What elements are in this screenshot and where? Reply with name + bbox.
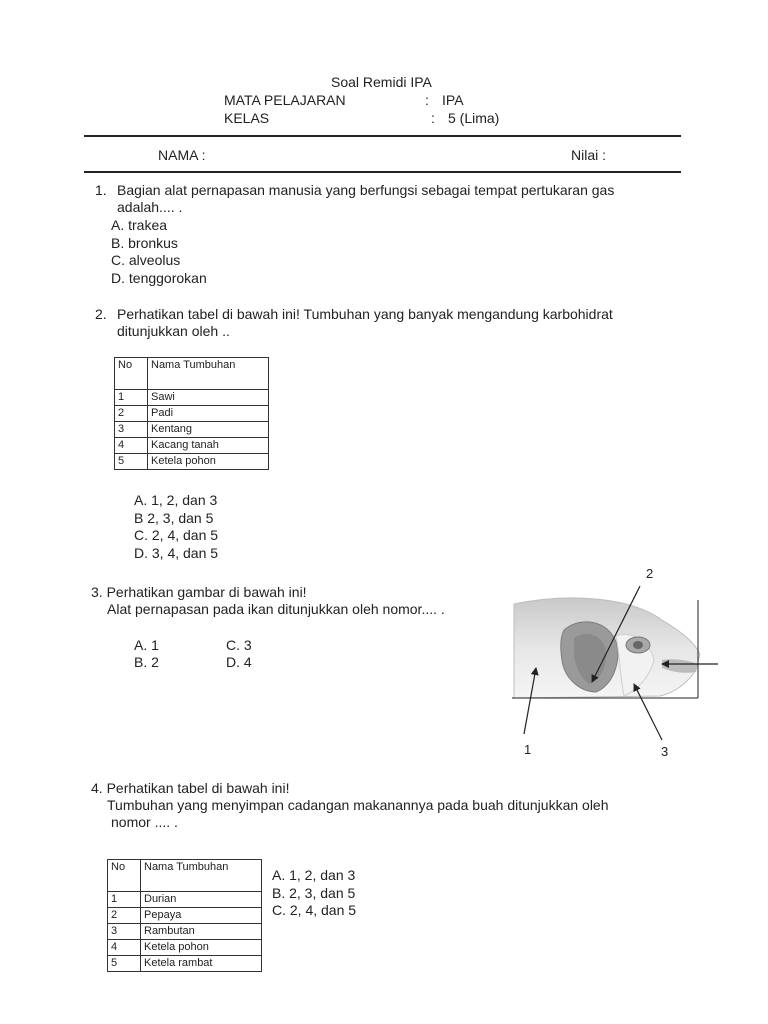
row-plant: Padi xyxy=(148,406,269,422)
q4-header-name: Nama Tumbuhan xyxy=(141,860,262,892)
row-plant: Kacang tanah xyxy=(148,438,269,454)
q3-option-c: C. 3 xyxy=(226,637,252,653)
class-value: 5 (Lima) xyxy=(448,110,500,126)
q1-option-d: D. tenggorokan xyxy=(111,269,207,286)
q3-option-d: D. 4 xyxy=(226,654,252,670)
header-rule-top xyxy=(84,135,681,137)
q3-text-line2: Alat pernapasan pada ikan ditunjukkan oleh nomor.... . xyxy=(107,601,445,617)
q1-option-b: B. bronkus xyxy=(111,234,178,251)
q2-option-d: D. 3, 4, dan 5 xyxy=(134,544,219,561)
table-row xyxy=(115,422,269,438)
q4-option-c: C. 2, 4, dan 5 xyxy=(272,902,357,919)
row-plant: Rambutan xyxy=(141,924,262,940)
q4-text-line3: nomor .... . xyxy=(111,814,178,830)
row-plant: Pepaya xyxy=(141,908,262,924)
q3-text-line1: 3. Perhatikan gambar di bawah ini! xyxy=(91,584,307,600)
q4-options xyxy=(272,867,356,920)
fish-label-1: 1 xyxy=(524,742,532,757)
fish-head-diagram xyxy=(512,564,722,764)
row-no: 5 xyxy=(115,454,148,470)
q4-table xyxy=(107,859,262,972)
q4-header-no: No xyxy=(108,860,141,892)
table-row xyxy=(108,940,262,956)
q1-option-c: C. alveolus xyxy=(111,252,181,269)
table-row xyxy=(108,956,262,972)
row-no: 3 xyxy=(115,422,148,438)
q2-option-c: C. 2, 4, dan 5 xyxy=(134,527,219,544)
q4-text-line2: Tumbuhan yang menyimpan cadangan makanannya pada buah ditunjukkan oleh xyxy=(107,797,609,813)
row-plant: Ketela rambat xyxy=(141,956,262,972)
score-label: Nilai : xyxy=(571,147,607,163)
header-rule-bottom xyxy=(84,171,681,173)
row-no: 1 xyxy=(115,390,148,406)
q2-number: 2. xyxy=(95,306,107,322)
row-plant: Kentang xyxy=(148,422,269,438)
table-row xyxy=(115,390,269,406)
q1-number: 1. xyxy=(95,182,107,198)
row-no: 1 xyxy=(108,892,141,908)
name-label: NAMA : xyxy=(158,147,206,163)
q4-table-header xyxy=(108,860,262,892)
q2-header-name: Nama Tumbuhan xyxy=(148,358,269,390)
q2-table-header xyxy=(115,358,269,390)
q1-text-line1: Bagian alat pernapasan manusia yang berfungsi sebagai tempat pertukaran gas xyxy=(117,182,615,198)
table-row xyxy=(115,406,269,422)
q2-text-line1: Perhatikan tabel di bawah ini! Tumbuhan yang banyak mengandung karbohidrat xyxy=(117,306,613,322)
table-row xyxy=(108,908,262,924)
subject-value: IPA xyxy=(442,92,464,108)
table-row xyxy=(108,892,262,908)
row-no: 2 xyxy=(115,406,148,422)
row-no: 4 xyxy=(115,438,148,454)
row-plant: Ketela pohon xyxy=(148,454,269,470)
row-plant: Durian xyxy=(141,892,262,908)
q4-option-a: A. 1, 2, dan 3 xyxy=(272,867,356,883)
q3-option-a: A. 1 xyxy=(134,637,159,653)
q2-option-b: B 2, 3, dan 5 xyxy=(134,509,214,526)
row-no: 4 xyxy=(108,940,141,956)
table-row xyxy=(108,924,262,940)
q2-header-no: No xyxy=(115,358,148,390)
row-no: 2 xyxy=(108,908,141,924)
q4-option-b: B. 2, 3, dan 5 xyxy=(272,884,356,901)
q4-text-line1: 4. Perhatikan tabel di bawah ini! xyxy=(91,780,290,796)
q2-text-line2: ditunjukkan oleh .. xyxy=(117,323,230,339)
fish-label-3: 3 xyxy=(661,744,669,759)
table-row xyxy=(115,438,269,454)
fish-head-illustration xyxy=(514,598,700,698)
q2-options xyxy=(134,492,218,562)
row-plant: Sawi xyxy=(148,390,269,406)
subject-label: MATA PELAJARAN xyxy=(224,92,346,108)
subject-separator: : xyxy=(425,92,429,108)
q2-option-a: A. 1, 2, dan 3 xyxy=(134,492,218,508)
row-no: 3 xyxy=(108,924,141,940)
q3-option-b: B. 2 xyxy=(134,654,159,670)
q2-table xyxy=(114,357,269,470)
q1-text-line2: adalah.... . xyxy=(117,199,183,215)
table-row xyxy=(115,454,269,470)
page-title: Soal Remidi IPA xyxy=(331,74,432,90)
fish-label-2: 2 xyxy=(646,566,654,581)
row-plant: Ketela pohon xyxy=(141,940,262,956)
q1-options xyxy=(111,217,207,287)
q1-option-a: A. trakea xyxy=(111,217,168,233)
row-no: 5 xyxy=(108,956,141,972)
class-separator: : xyxy=(431,110,435,126)
class-label: KELAS xyxy=(224,110,270,126)
